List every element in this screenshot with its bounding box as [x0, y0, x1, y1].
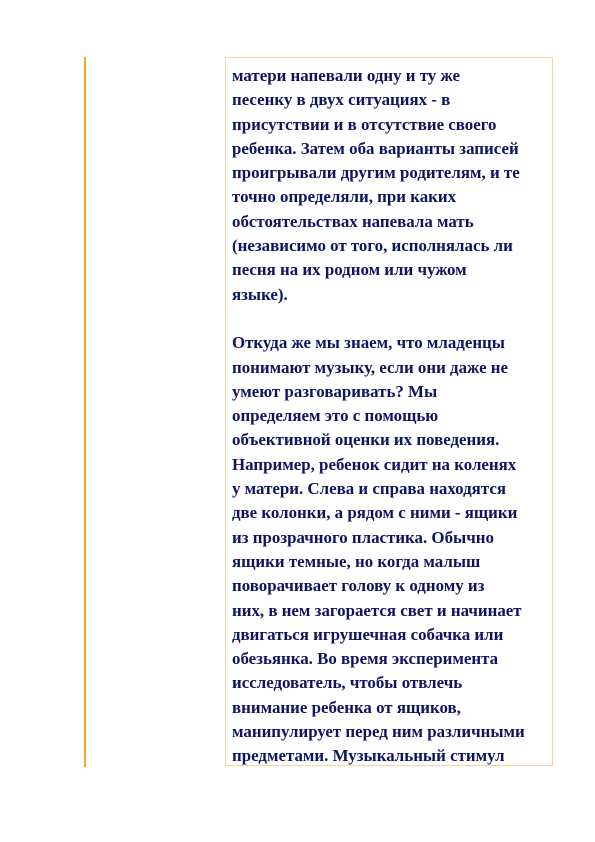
margin-rule [84, 57, 86, 767]
text-frame [225, 57, 553, 766]
paragraph-1: матери напевали одну и ту же песенку в двух ситуациях - в присутствии и в отсутствие своего ребенка. Затем оба варианты записей проигрывали другим родителям, и те точно определяли, при каких обстоятельствах напевала мать (независимо от того, исполнялась ли песня на их родном или чужом языке). [232, 66, 520, 304]
paragraph-2: Откуда же мы знаем, что младенцы понимают музыку, если они даже не умеют разговаривать? Мы определяем это с помощью объективной оценки их поведения. Например, ребенок сидит на коленях у матери. Слева и справа находятся две колонки, а рядом с ними - ящики из прозрачного пластика. Обычно ящики темные, но когда малыш поворачивает голову к одному из них, в нем загорается свет и начинает двигаться игрушечная собачка или обезьянка. Во время эксперимента исследователь, чтобы отвлечь внимание ребенка от ящиков, манипулирует перед ним различными предметами. Музыкальный стимул [232, 333, 525, 766]
